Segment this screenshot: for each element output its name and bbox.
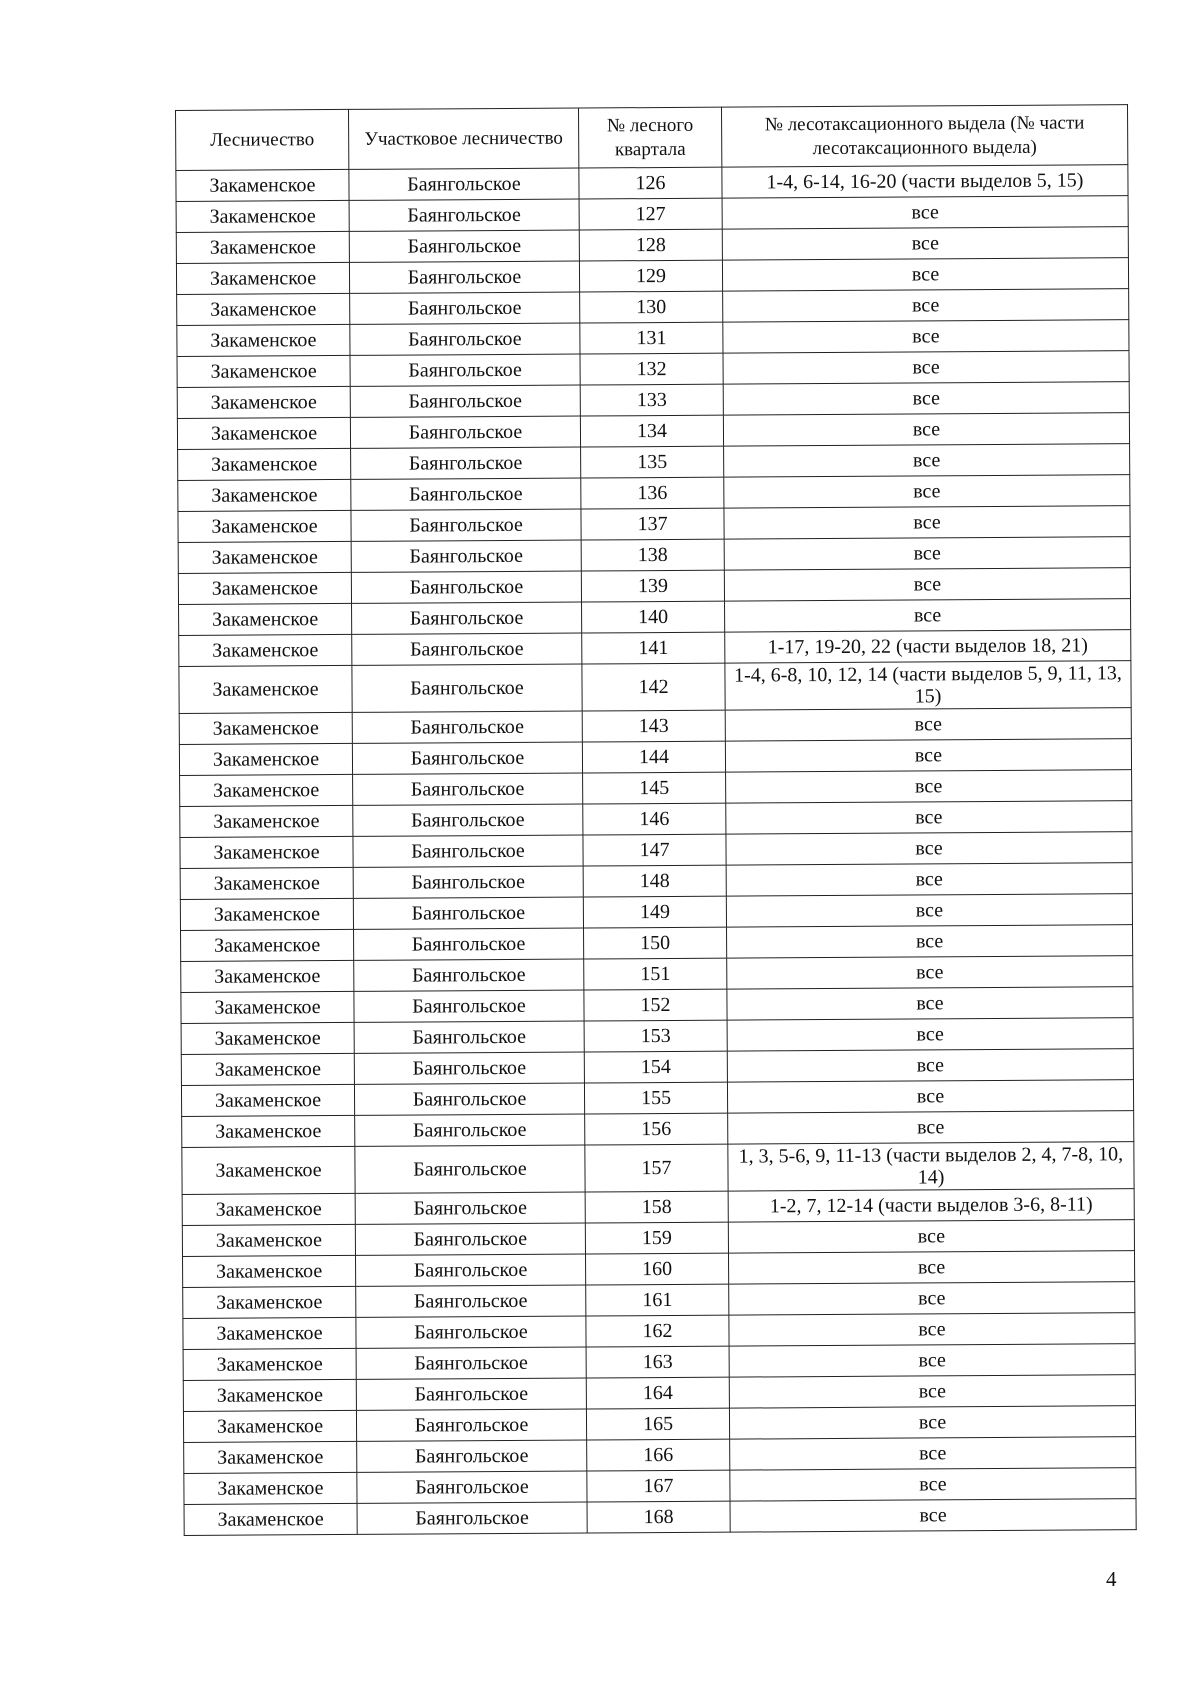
cell-forestry: Закаменское <box>178 479 351 511</box>
cell-forestry: Закаменское <box>179 665 352 713</box>
cell-quarter-number: 136 <box>581 477 724 509</box>
cell-district-forestry: Баянгольское <box>354 959 584 991</box>
header-district-forestry: Участковое лесничество <box>348 108 578 169</box>
cell-forestry: Закаменское <box>184 1503 357 1535</box>
cell-allotment: 1-4, 6-14, 16-20 (части выделов 5, 15) <box>722 165 1128 198</box>
cell-allotment: все <box>724 444 1130 477</box>
table-body <box>176 165 1136 1536</box>
cell-allotment: все <box>729 1344 1135 1377</box>
forest-plots-table <box>175 104 1137 1536</box>
cell-quarter-number: 151 <box>584 958 727 990</box>
cell-quarter-number: 139 <box>581 570 724 602</box>
cell-allotment: все <box>727 987 1133 1020</box>
cell-district-forestry: Баянгольское <box>353 866 583 898</box>
cell-quarter-number: 146 <box>583 803 726 835</box>
cell-district-forestry: Баянгольское <box>356 1409 586 1441</box>
cell-forestry: Закаменское <box>176 262 349 294</box>
cell-district-forestry: Баянгольское <box>350 416 580 448</box>
cell-allotment: все <box>728 1251 1134 1284</box>
cell-allotment: все <box>722 258 1128 291</box>
cell-forestry: Закаменское <box>183 1348 356 1380</box>
cell-forestry: Закаменское <box>183 1286 356 1318</box>
cell-forestry: Закаменское <box>180 836 353 868</box>
cell-quarter-number: 164 <box>586 1377 729 1409</box>
cell-quarter-number: 126 <box>579 167 722 199</box>
cell-quarter-number: 156 <box>585 1113 728 1145</box>
cell-district-forestry: Баянгольское <box>351 540 581 572</box>
cell-district-forestry: Баянгольское <box>355 1145 585 1193</box>
cell-quarter-number: 157 <box>585 1144 728 1192</box>
cell-quarter-number: 132 <box>580 353 723 385</box>
cell-forestry: Закаменское <box>181 991 354 1023</box>
cell-forestry: Закаменское <box>181 929 354 961</box>
cell-district-forestry: Баянгольское <box>354 990 584 1022</box>
cell-district-forestry: Баянгольское <box>349 199 579 231</box>
cell-allotment: все <box>725 708 1131 741</box>
cell-district-forestry: Баянгольское <box>349 168 579 200</box>
cell-allotment: все <box>726 894 1132 927</box>
header-quarter-number: № лесного квартала <box>578 107 721 168</box>
cell-forestry: Закаменское <box>178 541 351 573</box>
cell-district-forestry: Баянгольское <box>354 1021 584 1053</box>
cell-quarter-number: 137 <box>581 508 724 540</box>
cell-district-forestry: Баянгольское <box>356 1316 586 1348</box>
cell-allotment: все <box>724 568 1130 601</box>
cell-forestry: Закаменское <box>179 603 352 635</box>
cell-district-forestry: Баянгольское <box>350 385 580 417</box>
cell-forestry: Закаменское <box>183 1255 356 1287</box>
cell-forestry: Закаменское <box>176 231 349 263</box>
cell-quarter-number: 165 <box>586 1408 729 1440</box>
cell-forestry: Закаменское <box>182 1224 355 1256</box>
cell-quarter-number: 128 <box>579 229 722 261</box>
cell-allotment: все <box>723 289 1129 322</box>
cell-forestry: Закаменское <box>176 169 349 201</box>
cell-district-forestry: Баянгольское <box>354 1083 584 1115</box>
table-container <box>175 104 1136 1536</box>
cell-allotment: все <box>726 863 1132 896</box>
cell-district-forestry: Баянгольское <box>352 633 582 665</box>
cell-quarter-number: 141 <box>582 632 725 664</box>
cell-quarter-number: 131 <box>580 322 723 354</box>
cell-district-forestry: Баянгольское <box>352 742 582 774</box>
cell-forestry: Закаменское <box>181 1053 354 1085</box>
cell-allotment: все <box>726 770 1132 803</box>
cell-district-forestry: Баянгольское <box>355 1192 585 1224</box>
cell-forestry: Закаменское <box>179 712 352 744</box>
cell-quarter-number: 129 <box>579 260 722 292</box>
cell-quarter-number: 154 <box>584 1051 727 1083</box>
cell-district-forestry: Баянгольское <box>353 897 583 929</box>
cell-district-forestry: Баянгольское <box>355 1114 585 1146</box>
cell-allotment: все <box>727 1080 1133 1113</box>
cell-quarter-number: 158 <box>585 1191 728 1223</box>
cell-allotment: все <box>730 1468 1136 1501</box>
cell-district-forestry: Баянгольское <box>349 230 579 262</box>
cell-quarter-number: 138 <box>581 539 724 571</box>
cell-allotment: все <box>724 506 1130 539</box>
cell-district-forestry: Баянгольское <box>353 773 583 805</box>
cell-district-forestry: Баянгольское <box>352 602 582 634</box>
cell-quarter-number: 163 <box>586 1346 729 1378</box>
cell-forestry: Закаменское <box>183 1379 356 1411</box>
cell-quarter-number: 133 <box>580 384 723 416</box>
cell-allotment: все <box>726 832 1132 865</box>
table-row <box>179 661 1131 714</box>
cell-quarter-number: 155 <box>584 1082 727 1114</box>
cell-forestry: Закаменское <box>177 417 350 449</box>
cell-quarter-number: 142 <box>582 663 725 711</box>
cell-allotment: все <box>722 196 1128 229</box>
cell-quarter-number: 148 <box>583 865 726 897</box>
cell-allotment: 1, 3, 5-6, 9, 11-13 (части выделов 2, 4, 7-8, 10, 14) <box>728 1142 1134 1191</box>
cell-district-forestry: Баянгольское <box>356 1347 586 1379</box>
cell-allotment: все <box>723 320 1129 353</box>
cell-allotment: все <box>722 227 1128 260</box>
table-row <box>182 1142 1134 1195</box>
cell-allotment: все <box>725 599 1131 632</box>
cell-allotment: все <box>730 1499 1136 1532</box>
cell-district-forestry: Баянгольское <box>349 261 579 293</box>
cell-quarter-number: 159 <box>585 1222 728 1254</box>
cell-district-forestry: Баянгольское <box>356 1254 586 1286</box>
cell-district-forestry: Баянгольское <box>357 1440 587 1472</box>
cell-quarter-number: 161 <box>586 1284 729 1316</box>
header-forestry: Лесничество <box>176 109 349 170</box>
cell-forestry: Закаменское <box>183 1410 356 1442</box>
cell-allotment: все <box>727 956 1133 989</box>
cell-forestry: Закаменское <box>177 293 350 325</box>
cell-district-forestry: Баянгольское <box>354 928 584 960</box>
cell-district-forestry: Баянгольское <box>350 354 580 386</box>
cell-allotment: 1-2, 7, 12-14 (части выделов 3-6, 8-11) <box>728 1189 1134 1222</box>
cell-district-forestry: Баянгольское <box>356 1378 586 1410</box>
cell-quarter-number: 168 <box>587 1501 730 1533</box>
cell-forestry: Закаменское <box>177 324 350 356</box>
cell-allotment: все <box>725 739 1131 772</box>
cell-forestry: Закаменское <box>180 805 353 837</box>
cell-district-forestry: Баянгольское <box>350 292 580 324</box>
cell-quarter-number: 127 <box>579 198 722 230</box>
cell-quarter-number: 130 <box>580 291 723 323</box>
cell-district-forestry: Баянгольское <box>357 1471 587 1503</box>
cell-allotment: все <box>729 1313 1135 1346</box>
cell-allotment: все <box>727 1049 1133 1082</box>
cell-forestry: Закаменское <box>182 1146 355 1194</box>
cell-forestry: Закаменское <box>176 200 349 232</box>
cell-forestry: Закаменское <box>179 634 352 666</box>
cell-quarter-number: 150 <box>584 927 727 959</box>
cell-district-forestry: Баянгольское <box>351 509 581 541</box>
cell-forestry: Закаменское <box>183 1317 356 1349</box>
table-header <box>176 105 1128 171</box>
cell-quarter-number: 143 <box>582 710 725 742</box>
cell-district-forestry: Баянгольское <box>352 664 582 712</box>
cell-district-forestry: Баянгольское <box>350 323 580 355</box>
cell-allotment: 1-17, 19-20, 22 (части выделов 18, 21) <box>725 630 1131 663</box>
cell-quarter-number: 145 <box>583 772 726 804</box>
page-number: 4 <box>1106 1567 1117 1591</box>
cell-allotment: все <box>723 382 1129 415</box>
cell-district-forestry: Баянгольское <box>353 804 583 836</box>
cell-quarter-number: 153 <box>584 1020 727 1052</box>
cell-forestry: Закаменское <box>177 386 350 418</box>
cell-quarter-number: 167 <box>587 1470 730 1502</box>
cell-quarter-number: 166 <box>587 1439 730 1471</box>
cell-district-forestry: Баянгольское <box>351 571 581 603</box>
cell-allotment: все <box>728 1220 1134 1253</box>
cell-forestry: Закаменское <box>181 960 354 992</box>
header-allotment-number: № лесотаксационного выдела (№ части лесотаксационного выдела) <box>721 105 1127 167</box>
cell-allotment: все <box>728 1111 1134 1144</box>
cell-district-forestry: Баянгольское <box>356 1285 586 1317</box>
cell-district-forestry: Баянгольское <box>352 711 582 743</box>
table-row <box>184 1499 1136 1536</box>
cell-district-forestry: Баянгольское <box>353 835 583 867</box>
cell-forestry: Закаменское <box>181 1022 354 1054</box>
cell-forestry: Закаменское <box>182 1115 355 1147</box>
cell-forestry: Закаменское <box>180 898 353 930</box>
cell-allotment: все <box>727 1018 1133 1051</box>
cell-allotment: все <box>723 413 1129 446</box>
cell-allotment: 1-4, 6-8, 10, 12, 14 (части выделов 5, 9, 11, 13, 15) <box>725 661 1131 710</box>
cell-forestry: Закаменское <box>182 1193 355 1225</box>
cell-quarter-number: 160 <box>585 1253 728 1285</box>
cell-allotment: все <box>726 801 1132 834</box>
cell-quarter-number: 144 <box>582 741 725 773</box>
cell-district-forestry: Баянгольское <box>355 1223 585 1255</box>
cell-forestry: Закаменское <box>178 510 351 542</box>
cell-allotment: все <box>729 1375 1135 1408</box>
cell-allotment: все <box>729 1406 1135 1439</box>
cell-quarter-number: 149 <box>583 896 726 928</box>
cell-district-forestry: Баянгольское <box>351 478 581 510</box>
cell-quarter-number: 162 <box>586 1315 729 1347</box>
cell-forestry: Закаменское <box>180 774 353 806</box>
cell-quarter-number: 147 <box>583 834 726 866</box>
cell-forestry: Закаменское <box>178 448 351 480</box>
cell-forestry: Закаменское <box>179 743 352 775</box>
cell-allotment: все <box>724 475 1130 508</box>
header-row <box>176 105 1128 171</box>
cell-district-forestry: Баянгольское <box>357 1502 587 1534</box>
cell-quarter-number: 135 <box>581 446 724 478</box>
cell-allotment: все <box>730 1437 1136 1470</box>
cell-forestry: Закаменское <box>184 1472 357 1504</box>
cell-forestry: Закаменское <box>177 355 350 387</box>
cell-quarter-number: 152 <box>584 989 727 1021</box>
cell-forestry: Закаменское <box>180 867 353 899</box>
cell-forestry: Закаменское <box>181 1084 354 1116</box>
cell-forestry: Закаменское <box>178 572 351 604</box>
cell-district-forestry: Баянгольское <box>351 447 581 479</box>
cell-forestry: Закаменское <box>184 1441 357 1473</box>
cell-allotment: все <box>724 537 1130 570</box>
cell-quarter-number: 140 <box>582 601 725 633</box>
cell-allotment: все <box>729 1282 1135 1315</box>
cell-quarter-number: 134 <box>580 415 723 447</box>
cell-district-forestry: Баянгольское <box>354 1052 584 1084</box>
cell-allotment: все <box>723 351 1129 384</box>
cell-allotment: все <box>727 925 1133 958</box>
